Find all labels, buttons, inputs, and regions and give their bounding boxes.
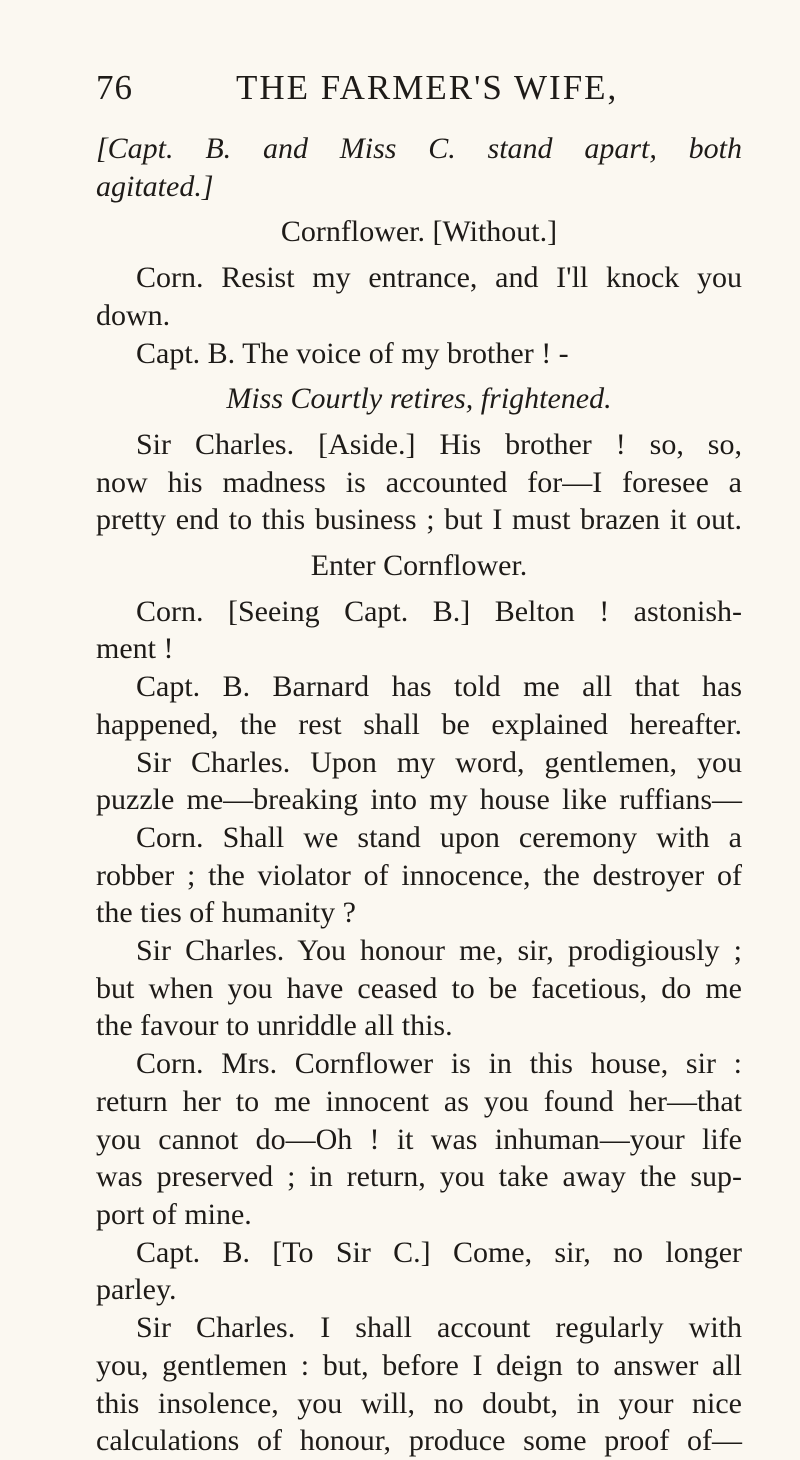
text-line: Corn. [Seeing Capt. B.] Belton ! astonish- — [136, 594, 742, 628]
text-line: Sir Charles. Upon my word, gentlemen, you — [136, 745, 742, 779]
text-line: [Capt. B. and Miss C. stand apart, both — [96, 132, 742, 165]
text-line: Corn. Mrs. Cornflower is in this house, sir : — [136, 1047, 742, 1081]
text-line: Corn. Shall we stand upon ceremony with a — [136, 820, 742, 854]
text-line: now his madness is accounted for—I foresee a — [96, 465, 742, 499]
text-line: agitated.] — [96, 169, 214, 203]
text-line: the ties of humanity ? — [96, 896, 356, 930]
text-line: the favour to unriddle all this. — [96, 1009, 453, 1043]
text-line: Cornflower. [Without.] — [280, 215, 558, 249]
text-line: Sir Charles. I shall account regularly with — [136, 1311, 742, 1345]
text-line: Miss Courtly retires, frightened. — [226, 382, 612, 416]
text-line: Sir Charles. [Aside.] His brother ! so, so, — [136, 427, 742, 461]
text-line: Capt. B. Barnard has told me all that has — [136, 670, 742, 704]
text-line: but when you have ceased to be facetious, do me — [96, 971, 742, 1005]
text-line: return her to me innocent as you found her—that — [96, 1084, 742, 1118]
text-line: Enter Cornflower. — [310, 549, 528, 583]
text-line: Sir Charles. You honour me, sir, prodigiously ; — [136, 934, 742, 968]
text-line: ment ! — [96, 632, 174, 666]
text-line: you, gentlemen : but, before I deign to answer all — [96, 1348, 742, 1382]
text-line: down. — [96, 298, 171, 332]
running-head — [96, 68, 742, 108]
text-line: you cannot do—Oh ! it was inhuman—your life — [96, 1122, 742, 1156]
text-line: pretty end to this business ; but I must brazen it out. — [96, 503, 742, 537]
text-line: this insolence, you will, no doubt, in your nice — [96, 1386, 742, 1420]
text-line: happened, the rest shall be explained hereafter. — [96, 707, 742, 741]
text-line: puzzle me—breaking into my house like ruffians— — [96, 783, 742, 817]
text-line: was preserved ; in return, you take away the sup- — [96, 1160, 742, 1194]
text-line: Capt. B. [To Sir C.] Come, sir, no longer — [136, 1235, 742, 1269]
play-text — [96, 130, 742, 1460]
text-line: parley. — [96, 1273, 177, 1307]
text-line: port of mine. — [96, 1197, 252, 1231]
text-line: robber ; the violator of innocence, the destroyer of — [96, 858, 742, 892]
running-title: THE FARMER'S WIFE, — [236, 68, 619, 107]
text-line: Corn. Resist my entrance, and I'll knock you — [136, 261, 742, 295]
text-line: Capt. B. The voice of my brother ! - — [136, 336, 569, 370]
text-line: calculations of honour, produce some proof of— — [96, 1424, 742, 1458]
page-number: 76 — [96, 68, 133, 107]
